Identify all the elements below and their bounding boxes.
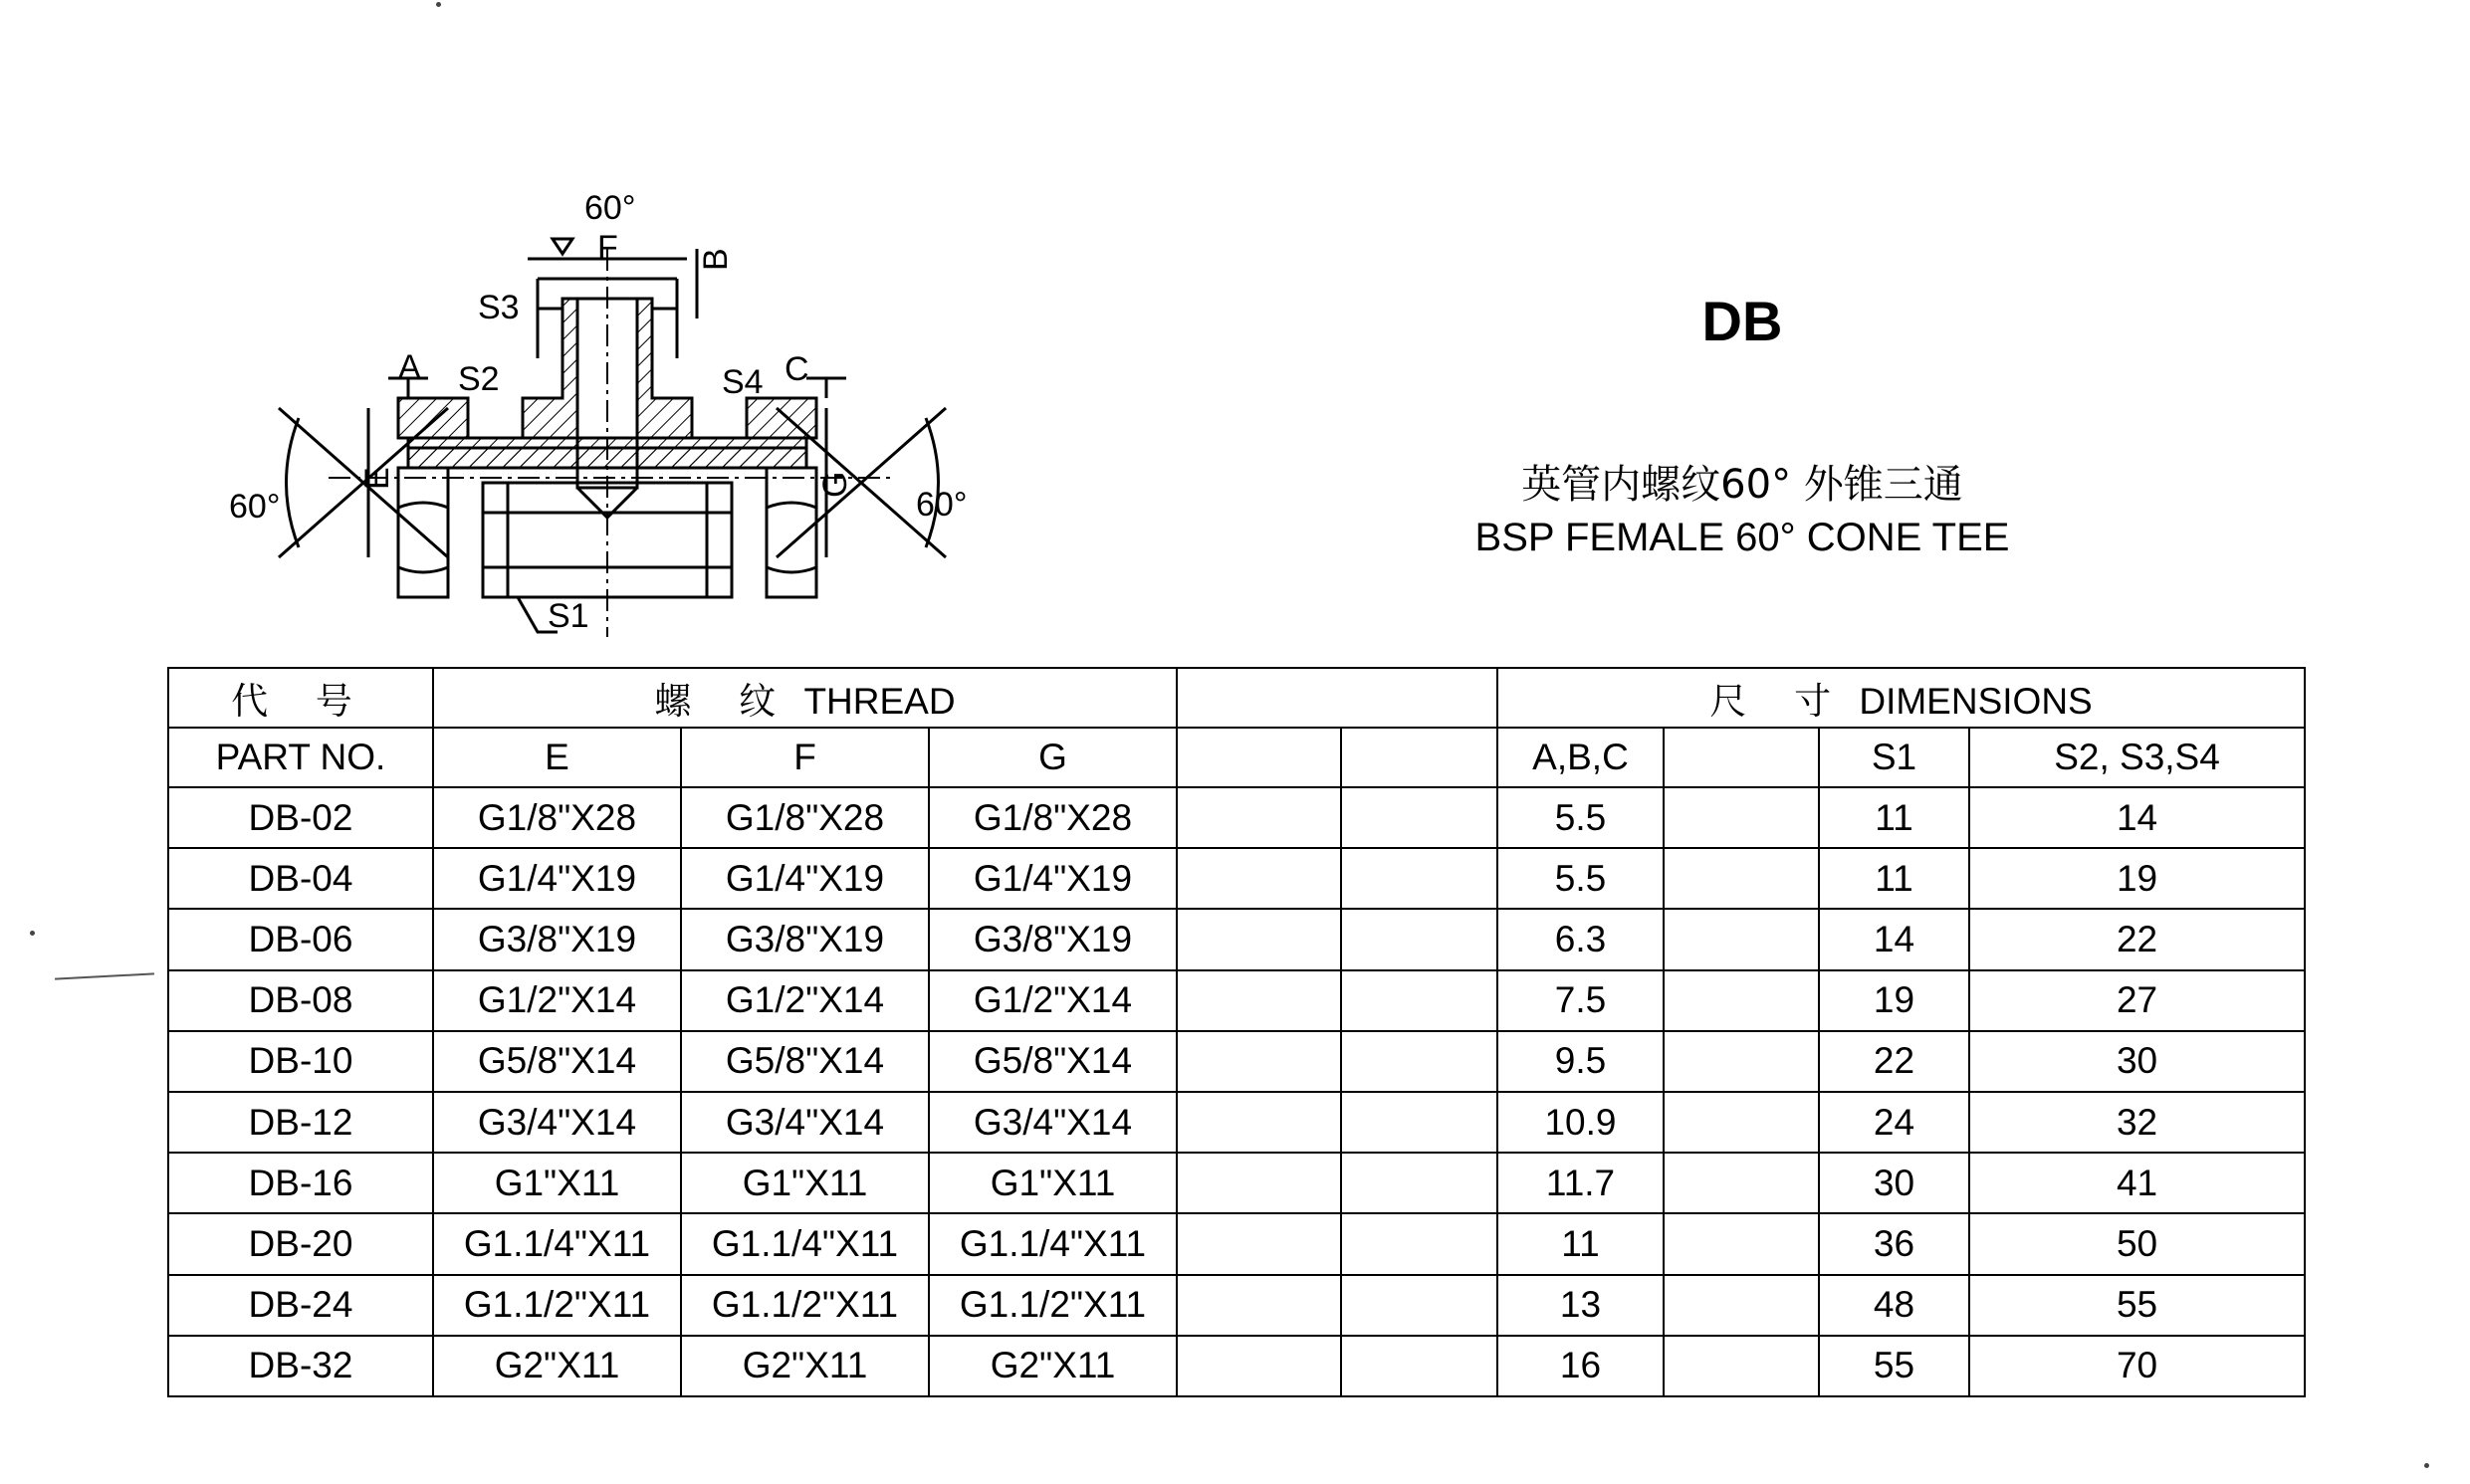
cell-e: G1.1/2"X11 — [433, 1275, 681, 1336]
cell-blank — [1664, 1031, 1819, 1092]
cell-g: G5/8"X14 — [929, 1031, 1177, 1092]
cell-abc: 9.5 — [1497, 1031, 1664, 1092]
part-no-cn-header: 代 号 — [168, 668, 433, 728]
cell-s1: 55 — [1819, 1336, 1969, 1396]
label-angle-top: 60° — [584, 189, 636, 227]
cell-blank — [1177, 970, 1341, 1031]
cell-part: DB-24 — [168, 1275, 433, 1336]
cell-f: G1/4"X19 — [681, 848, 929, 909]
col-s1-header: S1 — [1819, 728, 1969, 787]
cell-part: DB-02 — [168, 787, 433, 848]
label-angle-left: 60° — [229, 488, 281, 526]
cell-f: G1"X11 — [681, 1153, 929, 1213]
cell-blank — [1177, 1336, 1341, 1396]
cell-blank — [1664, 1336, 1819, 1396]
cell-f: G3/8"X19 — [681, 909, 929, 969]
cell-blank — [1177, 1031, 1341, 1092]
product-code: DB — [1701, 290, 1783, 352]
cell-f: G1/2"X14 — [681, 970, 929, 1031]
thread-header: 螺 纹 THREAD — [433, 668, 1177, 728]
cell-blank — [1664, 1092, 1819, 1153]
cell-blank — [1177, 787, 1341, 848]
cell-s1: 19 — [1819, 970, 1969, 1031]
header-row-2 — [168, 728, 2305, 787]
cell-s1: 22 — [1819, 1031, 1969, 1092]
cell-part: DB-20 — [168, 1213, 433, 1274]
scan-mark — [55, 972, 154, 979]
cell-s1: 11 — [1819, 848, 1969, 909]
cell-s234: 14 — [1969, 787, 2305, 848]
tee-cross-section-drawing — [219, 159, 1015, 657]
cell-g: G2"X11 — [929, 1336, 1177, 1396]
cell-abc: 5.5 — [1497, 787, 1664, 848]
cell-e: G3/4"X14 — [433, 1092, 681, 1153]
cell-s234: 30 — [1969, 1031, 2305, 1092]
cell-e: G1.1/4"X11 — [433, 1213, 681, 1274]
cell-s234: 41 — [1969, 1153, 2305, 1213]
cell-s234: 70 — [1969, 1336, 2305, 1396]
cell-f: G1.1/2"X11 — [681, 1275, 929, 1336]
scan-speck — [30, 931, 35, 936]
cell-blank — [1664, 909, 1819, 969]
blank-col-header — [1664, 728, 1819, 787]
table-row — [168, 787, 2305, 848]
product-title-en: BSP FEMALE 60° CONE TEE — [1474, 516, 2010, 559]
cell-blank — [1664, 1153, 1819, 1213]
label-s1: S1 — [548, 597, 589, 635]
label-s3: S3 — [478, 289, 520, 326]
cell-blank — [1664, 848, 1819, 909]
cell-blank — [1341, 909, 1497, 969]
cell-f: G1/8"X28 — [681, 787, 929, 848]
cell-g: G1.1/2"X11 — [929, 1275, 1177, 1336]
table-row — [168, 1213, 2305, 1274]
table-row — [168, 1153, 2305, 1213]
cell-blank — [1177, 1213, 1341, 1274]
cell-e: G1/8"X28 — [433, 787, 681, 848]
cell-abc: 16 — [1497, 1336, 1664, 1396]
cell-e: G1/2"X14 — [433, 970, 681, 1031]
blank-col-header — [1341, 728, 1497, 787]
cell-s1: 48 — [1819, 1275, 1969, 1336]
cell-s234: 19 — [1969, 848, 2305, 909]
label-b: B — [697, 248, 735, 271]
cell-e: G2"X11 — [433, 1336, 681, 1396]
label-s2: S2 — [458, 360, 500, 398]
cell-s1: 14 — [1819, 909, 1969, 969]
cell-part: DB-32 — [168, 1336, 433, 1396]
cell-blank — [1341, 1153, 1497, 1213]
cell-g: G3/8"X19 — [929, 909, 1177, 969]
label-a: A — [398, 348, 421, 386]
cell-blank — [1341, 1336, 1497, 1396]
label-s4: S4 — [722, 363, 764, 401]
cell-part: DB-16 — [168, 1153, 433, 1213]
blank-col-header — [1177, 728, 1341, 787]
cell-part: DB-12 — [168, 1092, 433, 1153]
table-row — [168, 1336, 2305, 1396]
cell-g: G1/2"X14 — [929, 970, 1177, 1031]
cell-e: G3/8"X19 — [433, 909, 681, 969]
col-e-header: E — [433, 728, 681, 787]
cell-abc: 6.3 — [1497, 909, 1664, 969]
cell-blank — [1341, 1031, 1497, 1092]
col-s234-header: S2, S3,S4 — [1969, 728, 2305, 787]
cell-g: G1/4"X19 — [929, 848, 1177, 909]
cell-blank — [1341, 1092, 1497, 1153]
cell-s1: 30 — [1819, 1153, 1969, 1213]
cell-e: G5/8"X14 — [433, 1031, 681, 1092]
label-g: G — [816, 471, 854, 498]
label-c: C — [785, 350, 809, 388]
cell-part: DB-08 — [168, 970, 433, 1031]
cell-blank — [1664, 1275, 1819, 1336]
cell-blank — [1177, 1153, 1341, 1213]
cell-f: G5/8"X14 — [681, 1031, 929, 1092]
cell-abc: 11.7 — [1497, 1153, 1664, 1213]
table-row — [168, 1092, 2305, 1153]
label-angle-right: 60° — [916, 486, 968, 524]
cell-part: DB-06 — [168, 909, 433, 969]
cell-s234: 50 — [1969, 1213, 2305, 1274]
cell-blank — [1177, 848, 1341, 909]
cell-blank — [1341, 1213, 1497, 1274]
table-row — [168, 970, 2305, 1031]
cell-blank — [1664, 787, 1819, 848]
cell-s234: 22 — [1969, 909, 2305, 969]
cell-s1: 24 — [1819, 1092, 1969, 1153]
cell-blank — [1664, 970, 1819, 1031]
dimensions-header: 尺 寸 DIMENSIONS — [1497, 668, 2305, 728]
cell-blank — [1177, 1275, 1341, 1336]
cell-blank — [1341, 970, 1497, 1031]
cell-abc: 13 — [1497, 1275, 1664, 1336]
cell-part: DB-10 — [168, 1031, 433, 1092]
table-row — [168, 1275, 2305, 1336]
cell-blank — [1177, 1092, 1341, 1153]
cell-g: G3/4"X14 — [929, 1092, 1177, 1153]
part-no-en-header: PART NO. — [168, 728, 433, 787]
blank-header — [1177, 668, 1497, 728]
cell-f: G2"X11 — [681, 1336, 929, 1396]
cell-g: G1.1/4"X11 — [929, 1213, 1177, 1274]
table-row — [168, 909, 2305, 969]
table-row — [168, 848, 2305, 909]
cell-s1: 36 — [1819, 1213, 1969, 1274]
cell-f: G3/4"X14 — [681, 1092, 929, 1153]
cell-s234: 55 — [1969, 1275, 2305, 1336]
cell-g: G1/8"X28 — [929, 787, 1177, 848]
col-abc-header: A,B,C — [1497, 728, 1664, 787]
cell-abc: 5.5 — [1497, 848, 1664, 909]
cell-blank — [1177, 909, 1341, 969]
label-e: E — [358, 467, 396, 490]
cell-e: G1/4"X19 — [433, 848, 681, 909]
cell-g: G1"X11 — [929, 1153, 1177, 1213]
cell-abc: 10.9 — [1497, 1092, 1664, 1153]
header-row-1 — [168, 668, 2305, 728]
col-g-header: G — [929, 728, 1177, 787]
scan-speck — [2424, 1463, 2429, 1468]
product-title-cn: 英管内螺纹60° 外锥三通 — [1521, 462, 1963, 508]
cell-e: G1"X11 — [433, 1153, 681, 1213]
scan-speck — [436, 2, 441, 7]
col-f-header: F — [681, 728, 929, 787]
cell-blank — [1341, 787, 1497, 848]
spec-table — [167, 667, 2306, 1397]
cell-abc: 7.5 — [1497, 970, 1664, 1031]
cell-blank — [1341, 1275, 1497, 1336]
table-row — [168, 1031, 2305, 1092]
cell-s234: 32 — [1969, 1092, 2305, 1153]
cell-part: DB-04 — [168, 848, 433, 909]
label-f: F — [597, 229, 618, 267]
cell-blank — [1664, 1213, 1819, 1274]
cell-abc: 11 — [1497, 1213, 1664, 1274]
cell-s1: 11 — [1819, 787, 1969, 848]
cell-s234: 27 — [1969, 970, 2305, 1031]
cell-f: G1.1/4"X11 — [681, 1213, 929, 1274]
cell-blank — [1341, 848, 1497, 909]
